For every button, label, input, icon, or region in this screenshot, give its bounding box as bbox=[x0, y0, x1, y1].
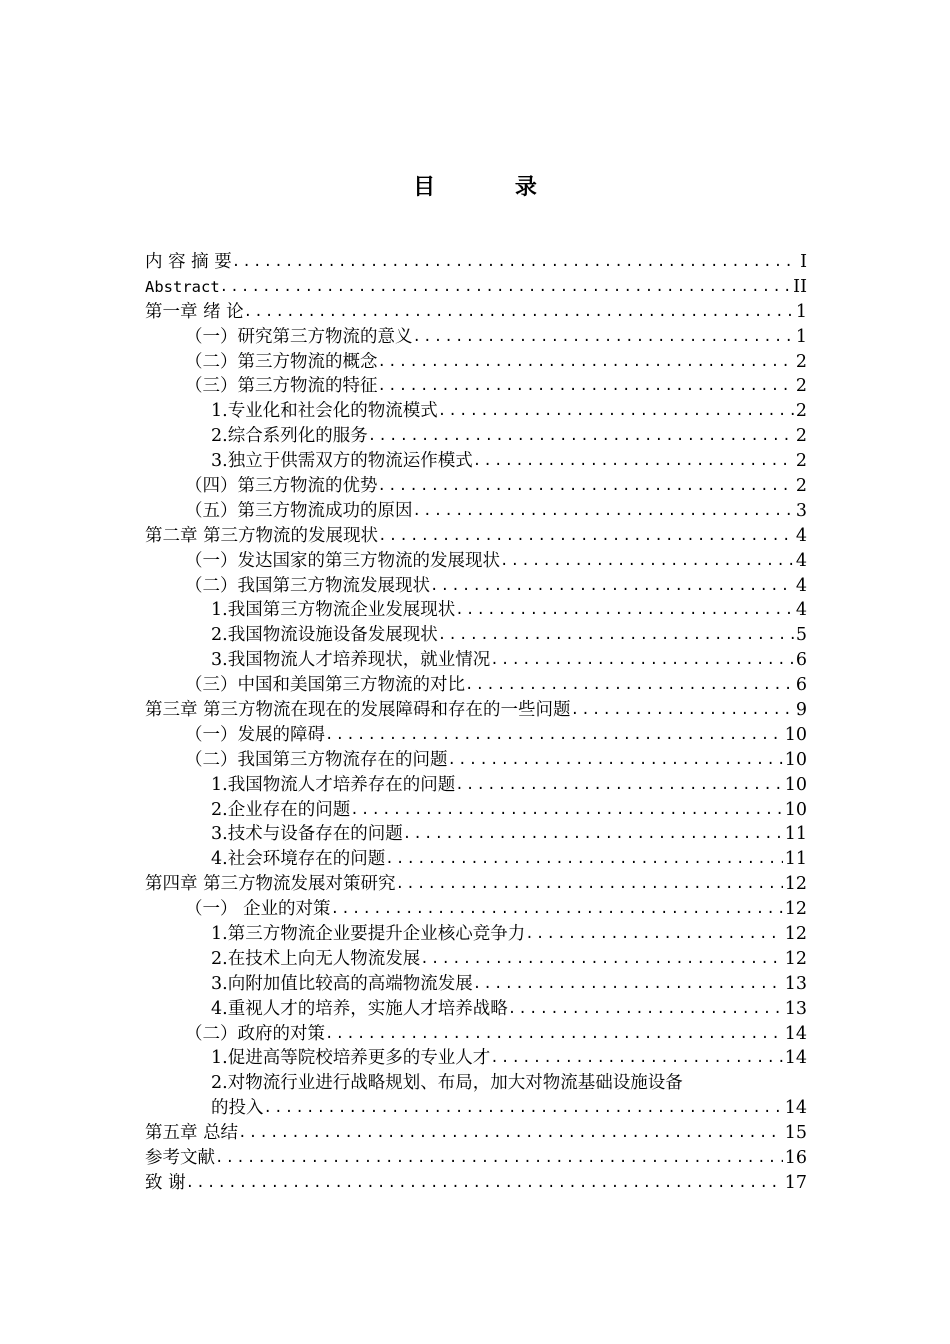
toc-entry-page-number: II bbox=[793, 276, 807, 297]
toc-entry[interactable] bbox=[145, 474, 807, 499]
toc-entry-label: Abstract bbox=[145, 277, 220, 296]
toc-entry[interactable] bbox=[145, 350, 807, 375]
toc-entry[interactable] bbox=[145, 1146, 807, 1171]
toc-leader-dots bbox=[420, 947, 783, 972]
toc-entry[interactable] bbox=[145, 798, 807, 823]
toc-entry[interactable] bbox=[145, 648, 807, 673]
toc-leader-dots bbox=[438, 623, 794, 648]
toc-entry[interactable] bbox=[145, 1121, 807, 1146]
toc-entry-label: 第三章 第三方物流在现在的发展障碍和存在的一些问题 bbox=[145, 700, 571, 721]
toc-entry[interactable] bbox=[145, 499, 807, 524]
toc-entry-label: （五）第三方物流成功的原因 bbox=[185, 500, 413, 521]
toc-leader-dots bbox=[455, 773, 783, 798]
toc-entry[interactable] bbox=[145, 549, 807, 574]
toc-entry-label: 致 谢 bbox=[145, 1172, 186, 1193]
toc-entry-label: 第五章 总结 bbox=[145, 1123, 239, 1144]
toc-leader-dots bbox=[368, 424, 794, 449]
toc-entry[interactable] bbox=[145, 275, 807, 300]
toc-entry-page-number: 16 bbox=[784, 1148, 807, 1169]
toc-entry[interactable] bbox=[145, 399, 807, 424]
toc-entry-label: 2.在技术上向无人物流发展 bbox=[211, 948, 421, 969]
toc-entry[interactable] bbox=[145, 922, 807, 947]
page-title: 目 录 bbox=[413, 175, 573, 200]
toc-leader-dots bbox=[325, 723, 783, 748]
toc-entry-page-number: 6 bbox=[795, 675, 807, 696]
toc-leader-dots bbox=[396, 872, 783, 897]
toc-entry-page-number: 12 bbox=[784, 948, 807, 969]
toc-leader-dots bbox=[186, 1171, 783, 1196]
toc-entry-label: 2.企业存在的问题 bbox=[211, 799, 351, 820]
toc-leader-dots bbox=[378, 474, 794, 499]
toc-leader-dots bbox=[244, 300, 794, 325]
toc-entry[interactable] bbox=[145, 997, 807, 1022]
toc-entry-label: 4.社会环境存在的问题 bbox=[211, 849, 386, 870]
toc-leader-dots bbox=[500, 549, 794, 574]
toc-leader-dots bbox=[264, 1096, 783, 1121]
toc-entry-label: 3.技术与设备存在的问题 bbox=[211, 824, 403, 845]
toc-leader-dots bbox=[403, 822, 783, 847]
toc-entry-label: 3.独立于供需双方的物流运作模式 bbox=[211, 451, 473, 472]
toc-entry-label: （一）发达国家的第三方物流的发展现状 bbox=[185, 550, 500, 571]
toc-leader-dots bbox=[350, 798, 783, 823]
toc-leader-dots bbox=[413, 499, 794, 524]
toc-entry[interactable] bbox=[145, 250, 807, 275]
toc-entry[interactable] bbox=[145, 972, 807, 997]
toc-entry-label: （二）我国第三方物流存在的问题 bbox=[185, 749, 448, 770]
toc-entry-page-number: 5 bbox=[795, 625, 807, 646]
toc-entry-label: 4.重视人才的培养，实施人才培养战略 bbox=[211, 998, 508, 1019]
toc-entry-label: 第一章 绪 论 bbox=[145, 301, 244, 322]
toc-leader-dots bbox=[413, 325, 794, 350]
toc-entry-page-number: 2 bbox=[795, 376, 807, 397]
toc-entry-page-number: 11 bbox=[784, 849, 807, 870]
toc-entry-label: 1.专业化和社会化的物流模式 bbox=[211, 401, 438, 422]
toc-entry-label: 3.我国物流人才培养现状，就业情况 bbox=[211, 650, 491, 671]
toc-entry[interactable] bbox=[145, 673, 807, 698]
toc-entry-label: 的投入 bbox=[211, 1098, 264, 1119]
toc-leader-dots bbox=[215, 1146, 783, 1171]
toc-entry[interactable] bbox=[145, 1022, 807, 1047]
toc-entry-page-number: 1 bbox=[795, 326, 807, 347]
toc-entry[interactable] bbox=[145, 1096, 807, 1121]
toc-entry[interactable] bbox=[145, 1071, 807, 1096]
toc-entry[interactable] bbox=[145, 623, 807, 648]
toc-entry-page-number: 2 bbox=[795, 426, 807, 447]
toc-entry-label: （二）政府的对策 bbox=[185, 1023, 325, 1044]
toc-entry[interactable] bbox=[145, 1047, 807, 1072]
toc-leader-dots bbox=[385, 847, 783, 872]
toc-leader-dots bbox=[490, 648, 794, 673]
toc-leader-dots bbox=[508, 997, 783, 1022]
toc-entry-label: 1.促进高等院校培养更多的专业人才 bbox=[211, 1048, 491, 1069]
toc-leader-dots bbox=[525, 922, 783, 947]
toc-entry[interactable] bbox=[145, 822, 807, 847]
toc-leader-dots bbox=[220, 275, 792, 300]
toc-entry-label: 1.我国物流人才培养存在的问题 bbox=[211, 774, 456, 795]
toc-entry-label: 第四章 第三方物流发展对策研究 bbox=[145, 874, 396, 895]
toc-leader-dots bbox=[378, 374, 794, 399]
toc-leader-dots bbox=[331, 897, 783, 922]
toc-entry-page-number: 1 bbox=[795, 301, 807, 322]
toc-entry-page-number: 14 bbox=[784, 1023, 807, 1044]
toc-entry-label: （一） 企业的对策 bbox=[185, 899, 331, 920]
toc-entry-label: （四）第三方物流的优势 bbox=[185, 476, 378, 496]
toc-entry-page-number: 13 bbox=[784, 973, 807, 994]
toc-entry-page-number: 15 bbox=[784, 1123, 807, 1144]
toc-leader-dots bbox=[571, 698, 794, 723]
toc-leader-dots bbox=[325, 1022, 783, 1047]
toc-entry-page-number: 4 bbox=[795, 575, 807, 596]
toc-leader-dots bbox=[490, 1047, 783, 1072]
toc-entry-page-number: 2 bbox=[795, 451, 807, 472]
toc-entry-label: 2.综合系列化的服务 bbox=[211, 426, 368, 447]
toc-entry-page-number: 6 bbox=[795, 650, 807, 671]
toc-entry-label: 2.对物流行业进行战略规划、布局，加大对物流基础设施设备 bbox=[211, 1073, 683, 1094]
toc-entry[interactable] bbox=[145, 698, 807, 723]
toc-leader-dots bbox=[238, 1121, 783, 1146]
toc-leader-dots bbox=[378, 524, 794, 549]
toc-entry-page-number: 12 bbox=[784, 924, 807, 945]
toc-entry-page-number: 10 bbox=[784, 749, 807, 770]
toc-entry-label: 1.我国第三方物流企业发展现状 bbox=[211, 600, 456, 621]
toc-entry-page-number: 14 bbox=[784, 1098, 807, 1119]
toc-entry-page-number: 13 bbox=[784, 998, 807, 1019]
toc-entry-label: 第二章 第三方物流的发展现状 bbox=[145, 525, 379, 546]
toc-leader-dots bbox=[473, 972, 783, 997]
toc-entry-page-number: 17 bbox=[784, 1172, 807, 1193]
toc-entry-label: 内 容 摘 要 bbox=[145, 251, 232, 272]
toc-leader-dots bbox=[438, 399, 794, 424]
toc-entry[interactable] bbox=[145, 773, 807, 798]
toc-entry-page-number: 2 bbox=[795, 476, 807, 496]
toc-leader-dots bbox=[465, 673, 794, 698]
toc-entry-label: （一）研究第三方物流的意义 bbox=[185, 326, 413, 347]
toc-entry[interactable] bbox=[145, 897, 807, 922]
toc-leader-dots bbox=[430, 574, 794, 599]
toc-entry-label: 参考文献 bbox=[145, 1148, 215, 1169]
toc-leader-dots bbox=[448, 748, 783, 773]
toc-entry-page-number: 9 bbox=[795, 700, 807, 721]
toc-entry-page-number: 3 bbox=[795, 500, 807, 521]
toc-entry-label: 2.我国物流设施设备发展现状 bbox=[211, 625, 438, 646]
toc-entry-label: （二）第三方物流的概念 bbox=[185, 351, 378, 372]
toc-entry[interactable] bbox=[145, 524, 807, 549]
toc-entry-page-number: 11 bbox=[784, 824, 807, 845]
toc-entry-page-number: I bbox=[800, 251, 807, 272]
toc-leader-dots bbox=[455, 598, 794, 623]
toc-entry[interactable] bbox=[145, 374, 807, 399]
toc-entry-page-number: 10 bbox=[784, 799, 807, 820]
toc-entry[interactable] bbox=[145, 424, 807, 449]
toc-entry-label: 3.向附加值比较高的高端物流发展 bbox=[211, 973, 473, 994]
toc-entry[interactable] bbox=[145, 847, 807, 872]
toc-entry-page-number: 4 bbox=[795, 525, 807, 546]
toc-entry[interactable] bbox=[145, 723, 807, 748]
toc-leader-dots bbox=[378, 350, 794, 375]
toc-entry[interactable] bbox=[145, 947, 807, 972]
toc-entry-page-number: 4 bbox=[795, 550, 807, 571]
toc-entry-page-number: 2 bbox=[795, 351, 807, 372]
toc-entry[interactable] bbox=[145, 598, 807, 623]
table-of-contents bbox=[145, 250, 807, 1196]
toc-entry-page-number: 10 bbox=[784, 774, 807, 795]
toc-leader-dots bbox=[232, 250, 798, 275]
toc-entry-label: （三）第三方物流的特征 bbox=[185, 376, 378, 397]
toc-entry-label: 1.第三方物流企业要提升企业核心竞争力 bbox=[211, 924, 526, 945]
toc-entry-page-number: 14 bbox=[784, 1048, 807, 1069]
toc-entry[interactable] bbox=[145, 1171, 807, 1196]
toc-leader-dots bbox=[473, 449, 794, 474]
toc-entry[interactable] bbox=[145, 449, 807, 474]
toc-entry[interactable] bbox=[145, 748, 807, 773]
toc-entry-label: （二）我国第三方物流发展现状 bbox=[185, 575, 430, 596]
toc-entry[interactable] bbox=[145, 574, 807, 599]
toc-entry-page-number: 2 bbox=[795, 401, 807, 422]
toc-entry-page-number: 10 bbox=[784, 724, 807, 745]
toc-entry[interactable] bbox=[145, 325, 807, 350]
toc-entry-page-number: 12 bbox=[784, 874, 807, 895]
toc-entry-label: （三）中国和美国第三方物流的对比 bbox=[185, 675, 465, 696]
toc-entry-label: （一）发展的障碍 bbox=[185, 724, 325, 745]
toc-entry[interactable] bbox=[145, 300, 807, 325]
toc-entry-page-number: 4 bbox=[795, 600, 807, 621]
toc-entry[interactable] bbox=[145, 872, 807, 897]
toc-entry-page-number: 12 bbox=[784, 899, 807, 920]
